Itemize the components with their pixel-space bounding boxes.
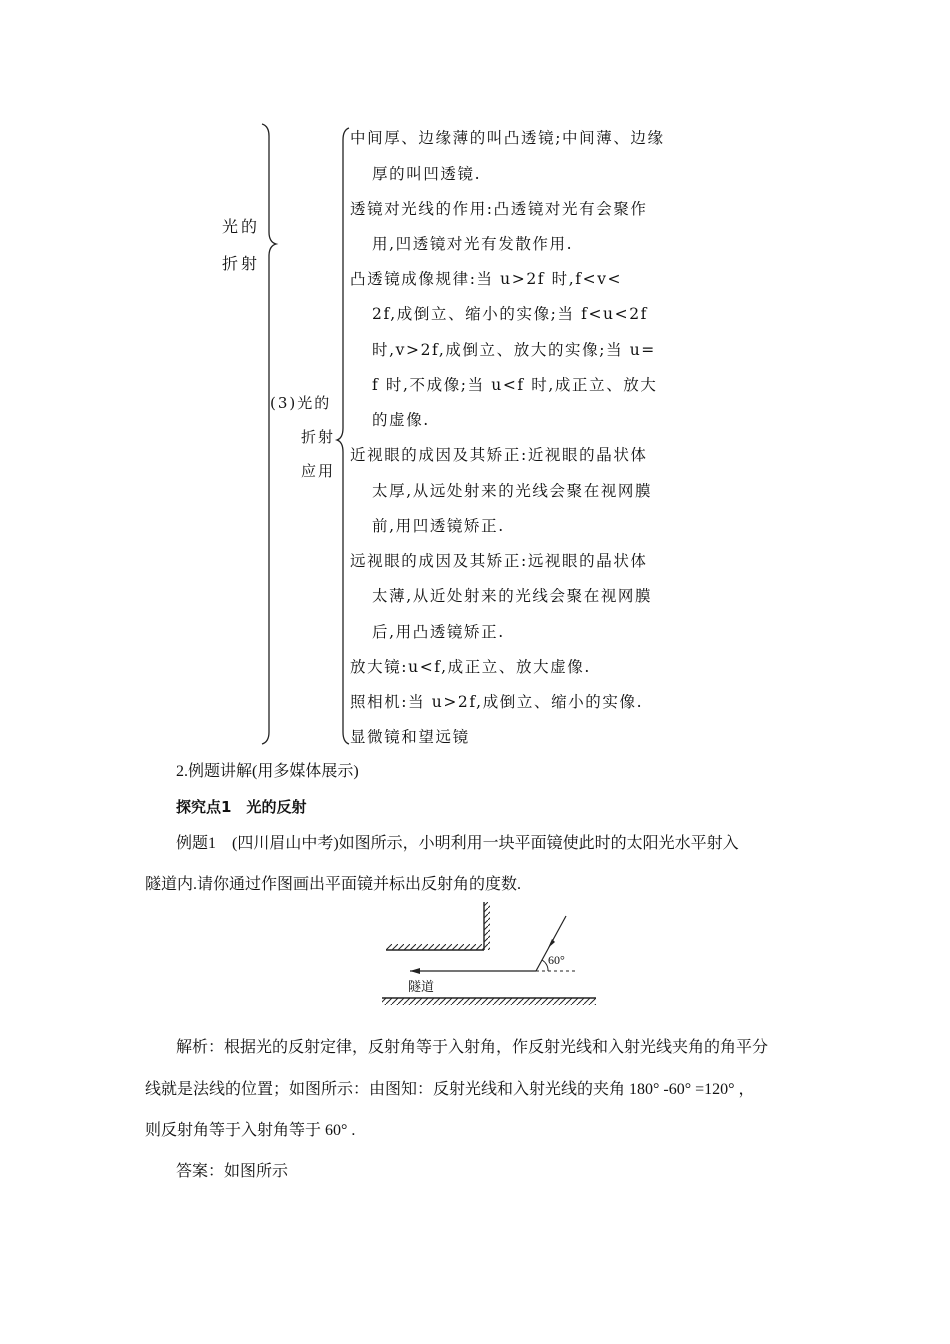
section-title: 2.例题讲解(用多媒体展示) (176, 763, 359, 780)
example-line2: 隧道内.请你通过作图画出平面镜并标出反射角的度数. (145, 876, 522, 893)
outline-line: 透镜对光线的作用:凸透镜对光有会聚作 (350, 200, 648, 218)
outline-line: 远视眼的成因及其矫正:远视眼的晶状体 (350, 552, 648, 570)
reflection-diagram (380, 896, 602, 1012)
sub-label-line3: 应用 (301, 462, 336, 480)
outline-line: 前,用凹透镜矫正. (372, 517, 505, 535)
outline-line: f 时,不成像;当 u<f 时,成正立、放大 (372, 376, 658, 394)
outline-line: 2f,成倒立、缩小的实像;当 f<u<2f (372, 305, 649, 323)
outline-line: 凸透镜成像规律:当 u>2f 时,f<v< (350, 270, 623, 288)
analysis-line3: 则反射角等于入射角等于 60° . (145, 1122, 356, 1139)
sub-label-line2: 折射 (301, 428, 336, 446)
answer-text: 答案：如图所示 (176, 1163, 289, 1180)
tunnel-label: 隧道 (408, 979, 435, 994)
outline-line: 照相机:当 u>2f,成倒立、缩小的实像. (350, 693, 644, 711)
outline-line: 放大镜:u<f,成正立、放大虚像. (350, 658, 591, 676)
main-label-line1: 光的 (222, 217, 261, 236)
outline-line: 太薄,从近处射来的光线会聚在视网膜 (372, 587, 653, 605)
outline-line: 太厚,从远处射来的光线会聚在视网膜 (372, 482, 653, 500)
outline-line: 中间厚、边缘薄的叫凸透镜;中间薄、边缘 (350, 129, 665, 147)
explore-heading: 探究点1 光的反射 (176, 798, 307, 816)
outline-line: 显微镜和望远镜 (350, 728, 470, 746)
outline-line: 厚的叫凹透镜. (372, 165, 482, 183)
outline-line: 的虚像. (372, 411, 430, 429)
outline-line: 时,v>2f,成倒立、放大的实像;当 u= (372, 341, 656, 359)
outline-line: 用,凹透镜对光有发散作用. (372, 235, 574, 253)
outline-line: 近视眼的成因及其矫正:近视眼的晶状体 (350, 446, 648, 464)
sub-label-line1: (3)光的 (270, 394, 332, 412)
example-line1: 例题1 (四川眉山中考)如图所示，小明利用一块平面镜使此时的太阳光水平射入 (176, 835, 739, 852)
analysis-line1: 解析：根据光的反射定律，反射角等于入射角，作反射光线和入射光线夹角的角平分 (176, 1039, 769, 1056)
angle-label: 60° (548, 953, 565, 967)
analysis-line2: 线就是法线的位置；如图所示：由图知：反射光线和入射光线的夹角 180° -60° =120° ， (145, 1081, 755, 1098)
main-label-line2: 折射 (222, 254, 261, 273)
outline-line: 后,用凸透镜矫正. (372, 623, 505, 641)
